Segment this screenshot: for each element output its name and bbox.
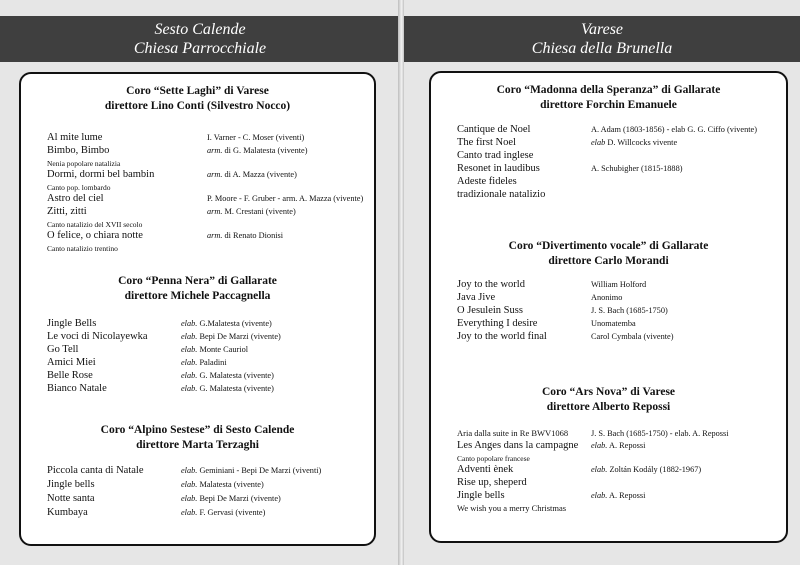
arrangement-prefix: arm.: [207, 146, 223, 155]
choir-director: direttore Carlo Morandi: [548, 255, 669, 267]
right-banner-venue: Varese: [580, 21, 624, 38]
piece-title: Bianco Natale: [47, 383, 107, 394]
choir-heading: [431, 83, 786, 113]
arrangement-prefix: elab.: [181, 384, 198, 393]
piece-title: Rise up, sheperd: [457, 477, 527, 488]
piece-title: Kumbaya: [47, 507, 88, 518]
piece-title: Joy to the world final: [457, 331, 547, 342]
piece-title: Adeste fideles: [457, 176, 517, 187]
piece-author: A. Adam (1803-1856) - elab G. G. Ciffo (vivente): [591, 125, 757, 134]
piece-title: O Jesulein Suss: [457, 305, 523, 316]
choir-name: Coro “Penna Nera” di Gallarate: [118, 275, 277, 287]
piece-author: Bepi De Marzi (vivente): [199, 332, 281, 341]
piece-author: Unomatemba: [591, 319, 636, 328]
arrangement-prefix: elab.: [591, 465, 608, 474]
left-program-box: [19, 72, 376, 546]
piece-author: di Renato Dionisi: [224, 231, 284, 240]
piece-author: M. Crestani (vivente): [224, 207, 296, 216]
piece-title: Astro del ciel: [47, 193, 104, 204]
piece-title: Notte santa: [47, 493, 95, 504]
piece-author: William Holford: [591, 280, 647, 289]
piece-title: Les Anges dans la campagne: [457, 440, 579, 451]
piece-note: Canto pop. lombardo: [47, 183, 111, 192]
piece-author: Zoltán Kodály (1882-1967): [609, 465, 702, 474]
arrangement-prefix: elab.: [181, 358, 198, 367]
piece-note: Canto natalizio trentino: [47, 244, 118, 253]
piece-author: J. S. Bach (1685-1750) - elab. A. Repossi: [591, 429, 729, 438]
piece-title: Al mite lume: [47, 132, 103, 143]
choir-name: Coro “Divertimento vocale” di Gallarate: [508, 240, 709, 252]
piece-author: I. Varner - C. Moser (viventi): [207, 133, 305, 142]
piece-title: Resonet in laudibus: [457, 163, 540, 174]
arrangement-prefix: arm.: [207, 207, 223, 216]
piece-author: A. Repossi: [608, 441, 646, 450]
choir-name: Coro “Madonna della Speranza” di Gallarate: [496, 84, 721, 96]
piece-author: Paladini: [199, 358, 227, 367]
piece-author: P. Moore - F. Gruber - arm. A. Mazza (vivente): [207, 194, 364, 203]
choir-director: direttore Forchin Emanuele: [540, 99, 677, 111]
arrangement-prefix: elab.: [591, 441, 608, 450]
piece-title: Cantique de Noel: [457, 124, 531, 135]
piece-author: Geminiani - Bepi De Marzi (viventi): [199, 466, 322, 475]
piece-title: The first Noel: [457, 137, 516, 148]
choir-heading: [431, 385, 786, 415]
piece-author: J. S. Bach (1685-1750): [591, 306, 668, 315]
arrangement-prefix: elab.: [591, 491, 608, 500]
piece-note: Nenia popolare natalizia: [47, 159, 121, 168]
piece-title: Dormi, dormi bel bambin: [47, 169, 155, 180]
piece-title: Piccola canta di Natale: [47, 465, 144, 476]
piece-note: Canto popolare francese: [457, 454, 530, 463]
piece-title: Canto trad inglese: [457, 150, 534, 161]
right-program-box: [429, 71, 788, 543]
choir-heading: [21, 84, 374, 114]
arrangement-prefix: elab.: [181, 319, 198, 328]
choir-director: direttore Michele Paccagnella: [124, 290, 271, 302]
arrangement-prefix: elab: [591, 138, 606, 147]
piece-author: A. Repossi: [608, 491, 646, 500]
piece-author: Carol Cymbala (vivente): [591, 332, 674, 341]
piece-title: Jingle Bells: [47, 318, 97, 329]
choir-heading: [21, 423, 374, 453]
piece-title: Jingle bells: [457, 490, 505, 501]
piece-title: Bimbo, Bimbo: [47, 145, 110, 156]
piece-author: D. Willcocks vivente: [607, 138, 678, 147]
left-banner: [0, 16, 400, 62]
arrangement-prefix: arm.: [207, 231, 223, 240]
piece-note: Canto natalizio del XVII secolo: [47, 220, 143, 229]
choir-name: Coro “Ars Nova” di Varese: [541, 386, 676, 398]
piece-title: Java Jive: [457, 292, 496, 303]
piece-author: G. Malatesta (vivente): [199, 384, 274, 393]
piece-title: Aria dalla suite in Re BWV1068: [457, 428, 569, 438]
piece-author: G. Malatesta (vivente): [199, 371, 274, 380]
arrangement-prefix: elab.: [181, 371, 198, 380]
right-banner: [404, 16, 800, 62]
piece-author: Monte Cauriol: [199, 345, 249, 354]
piece-title: Adventi ènek: [457, 464, 514, 475]
piece-title: O felice, o chiara notte: [47, 230, 143, 241]
arrangement-prefix: elab.: [181, 480, 198, 489]
arrangement-prefix: elab.: [181, 345, 198, 354]
piece-title: Go Tell: [47, 344, 79, 355]
piece-author: F. Gervasi (vivente): [199, 508, 266, 517]
piece-title: We wish you a merry Christmas: [457, 503, 567, 513]
arrangement-prefix: elab.: [181, 332, 198, 341]
choir-director: direttore Marta Terzaghi: [136, 439, 259, 451]
right-page: [404, 0, 800, 565]
piece-author: Bepi De Marzi (vivente): [199, 494, 281, 503]
piece-title: Zitti, zitti: [47, 206, 87, 217]
right-banner-church: Chiesa della Brunella: [531, 40, 673, 57]
choir-name: Coro “Alpino Sestese” di Sesto Calende: [100, 424, 295, 436]
arrangement-prefix: elab.: [181, 508, 198, 517]
arrangement-prefix: arm.: [207, 170, 223, 179]
choir-director: direttore Alberto Repossi: [546, 401, 671, 413]
choir-name: Coro “Sette Laghi” di Varese: [126, 85, 269, 97]
left-banner-venue: Sesto Calende: [154, 21, 246, 38]
piece-author: G.Malatesta (vivente): [199, 319, 272, 328]
piece-title: Joy to the world: [457, 279, 525, 290]
piece-title: Belle Rose: [47, 370, 93, 381]
piece-title: Jingle bells: [47, 479, 95, 490]
piece-title: Le voci di Nicolayewka: [47, 331, 148, 342]
choir-heading: [431, 239, 786, 269]
piece-author: Anonimo: [591, 293, 623, 302]
piece-author: A. Schubigher (1815-1888): [591, 164, 683, 173]
arrangement-prefix: elab.: [181, 494, 198, 503]
piece-title: Everything I desire: [457, 318, 538, 329]
piece-author: di G. Malatesta (vivente): [224, 146, 308, 155]
piece-title: tradizionale natalizio: [457, 189, 546, 200]
choir-heading: [21, 274, 374, 304]
piece-author: di A. Mazza (vivente): [224, 170, 297, 179]
left-banner-church: Chiesa Parrocchiale: [133, 40, 267, 57]
arrangement-prefix: elab.: [181, 466, 198, 475]
choir-director: direttore Lino Conti (Silvestro Nocco): [104, 100, 291, 112]
piece-title: Amici Miei: [47, 357, 96, 368]
piece-author: Malatesta (vivente): [199, 480, 264, 489]
